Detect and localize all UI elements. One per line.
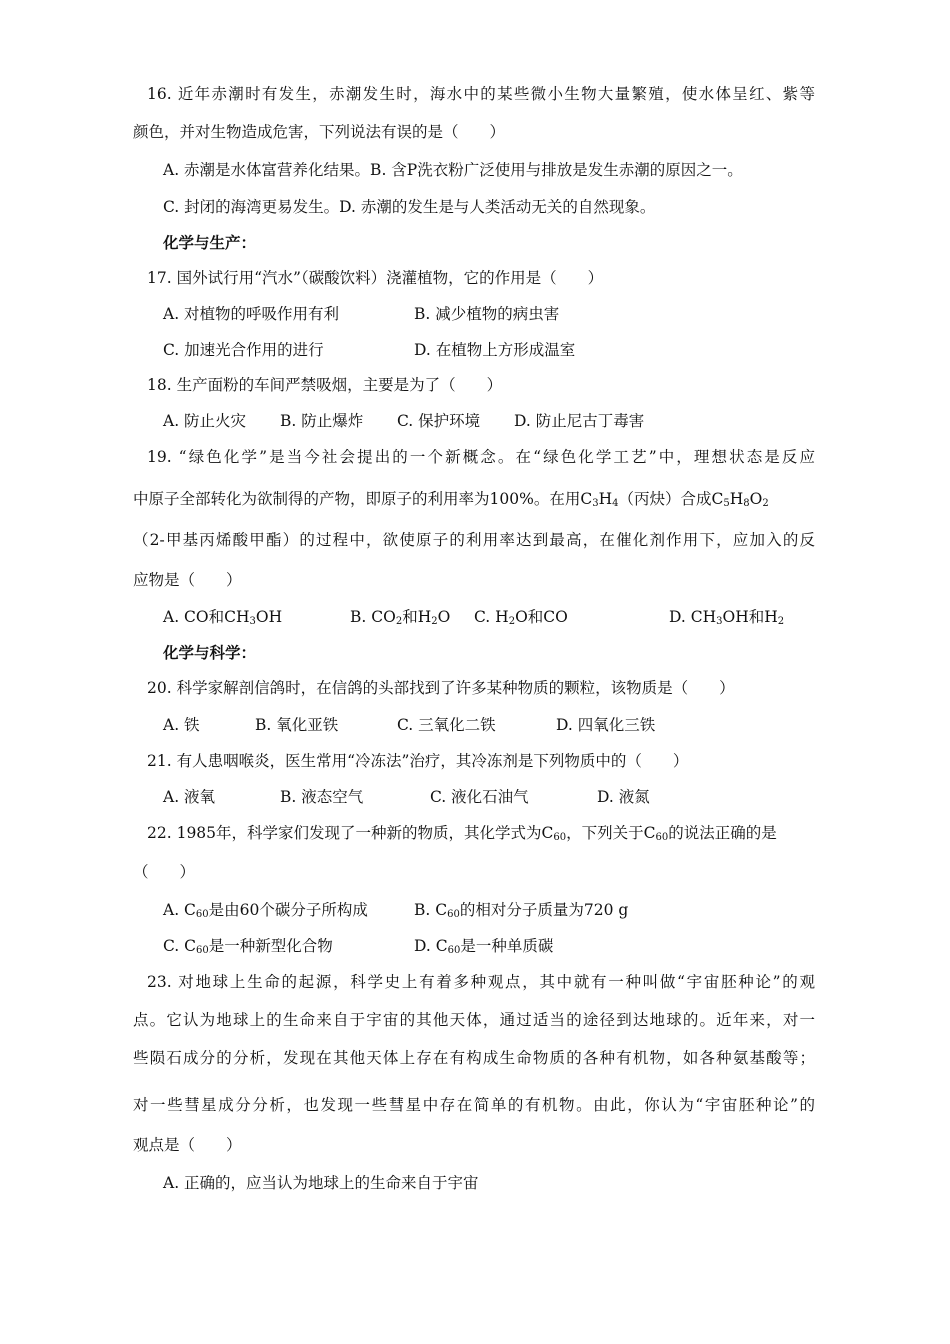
q22-option-d: D. $C_{60}$是一种单质碳 xyxy=(414,937,554,956)
q22-stem-line2: （ ） xyxy=(133,863,196,881)
q20-option-a: A. 铁 xyxy=(163,716,200,734)
q20-option-c: C. 三氧化二铁 xyxy=(397,716,496,734)
q18-stem: 18. 生产面粉的车间严禁吸烟，主要是为了（ ） xyxy=(147,376,503,394)
q21-option-d: D. 液氮 xyxy=(597,788,650,806)
q17-option-b: B. 减少植物的病虫害 xyxy=(414,305,560,323)
q17-stem: 17. 国外试行用“汽水”（碳酸饮料）浇灌植物，它的作用是（ ） xyxy=(147,269,604,287)
q17-option-d: D. 在植物上方形成温室 xyxy=(414,341,576,359)
q21-option-a: A. 液氧 xyxy=(163,788,216,806)
q20-option-b: B. 氧化亚铁 xyxy=(255,716,339,734)
q23-stem-line1: 23. 对地球上生命的起源，科学史上有着多种观点，其中就有一种叫做“宇宙胚种论”的观 xyxy=(147,973,815,991)
q19-stem-line1: 19. “绿色化学”是当今社会提出的一个新概念。在“绿色化学工艺”中，理想状态是反应 xyxy=(147,448,815,466)
q16-options-cd: C. 封闭的海湾更易发生。D. 赤潮的发生是与人类活动无关的自然现象。 xyxy=(163,198,656,216)
q23-stem-line4: 对一些彗星成分分析，也发现一些彗星中存在简单的有机物。由此，你认为“宇宙胚种论”的 xyxy=(133,1096,815,1114)
q18-option-c: C. 保护环境 xyxy=(397,412,481,430)
q21-stem: 21. 有人患咽喉炎，医生常用“冷冻法”治疗，其冷冻剂是下列物质中的（ ） xyxy=(147,752,689,770)
q23-stem-line3: 些陨石成分的分析，发现在其他天体上存在有构成生命物质的各种有机物，如各种氨基酸等； xyxy=(133,1049,815,1067)
q19-option-a: A. CO和$CH_3OH$ xyxy=(163,608,283,627)
q22-stem-line1: 22. 1985年，科学家们发现了一种新的物质，其化学式为$C_{60}$，下列关于$C_{60}$的说法正确的是 xyxy=(147,824,777,843)
section-heading-science: 化学与科学： xyxy=(163,644,257,662)
q22-option-a: A. $C_{60}$是由60个碳分子所构成 xyxy=(163,901,368,920)
q18-option-a: A. 防止火灾 xyxy=(163,412,247,430)
q20-option-d: D. 四氧化三铁 xyxy=(556,716,656,734)
q18-option-b: B. 防止爆炸 xyxy=(280,412,364,430)
q19-stem-line2: 中原子全部转化为欲制得的产物，即原子的利用率为100%。在用$C_3H_4$（丙炔）合成$C_5H_8O_2$ xyxy=(133,490,769,509)
q19-option-d: D. $CH_3OH$和$H_2$ xyxy=(669,608,785,627)
q21-option-b: B. 液态空气 xyxy=(280,788,364,806)
q20-stem: 20. 科学家解剖信鸽时，在信鸽的头部找到了许多某种物质的颗粒，该物质是（ ） xyxy=(147,679,735,697)
q16-options-ab: A. 赤潮是水体富营养化结果。B. 含P洗衣粉广泛使用与排放是发生赤潮的原因之一。 xyxy=(163,161,743,179)
q23-stem-line2: 点。它认为地球上的生命来自于宇宙的其他天体，通过适当的途径到达地球的。近年来，对一 xyxy=(133,1011,815,1029)
q19-stem-line3: （2-甲基丙烯酸甲酯）的过程中，欲使原子的利用率达到最高，在催化剂作用下，应加入的反 xyxy=(133,531,815,549)
q16-stem-line1: 16. 近年赤潮时有发生，赤潮发生时，海水中的某些微小生物大量繁殖，使水体呈红、紫等 xyxy=(147,85,815,103)
q23-stem-line5: 观点是（ ） xyxy=(133,1136,242,1154)
q16-stem-line2: 颜色，并对生物造成危害，下列说法有误的是（ ） xyxy=(133,123,506,141)
q21-option-c: C. 液化石油气 xyxy=(430,788,529,806)
q17-option-c: C. 加速光合作用的进行 xyxy=(163,341,324,359)
section-heading-production: 化学与生产： xyxy=(163,234,257,252)
q22-option-b: B. $C_{60}$的相对分子质量为720 g xyxy=(414,901,629,920)
q18-option-d: D. 防止尼古丁毒害 xyxy=(514,412,645,430)
q19-option-b: B. $CO_2$和$H_2O$ xyxy=(350,608,451,627)
q22-option-c: C. $C_{60}$是一种新型化合物 xyxy=(163,937,333,956)
q23-option-a: A. 正确的，应当认为地球上的生命来自于宇宙 xyxy=(163,1174,479,1192)
q17-option-a: A. 对植物的呼吸作用有利 xyxy=(163,305,340,323)
q19-stem-line4: 应物是（ ） xyxy=(133,571,242,589)
q19-option-c: C. $H_2O$和CO xyxy=(474,608,568,627)
